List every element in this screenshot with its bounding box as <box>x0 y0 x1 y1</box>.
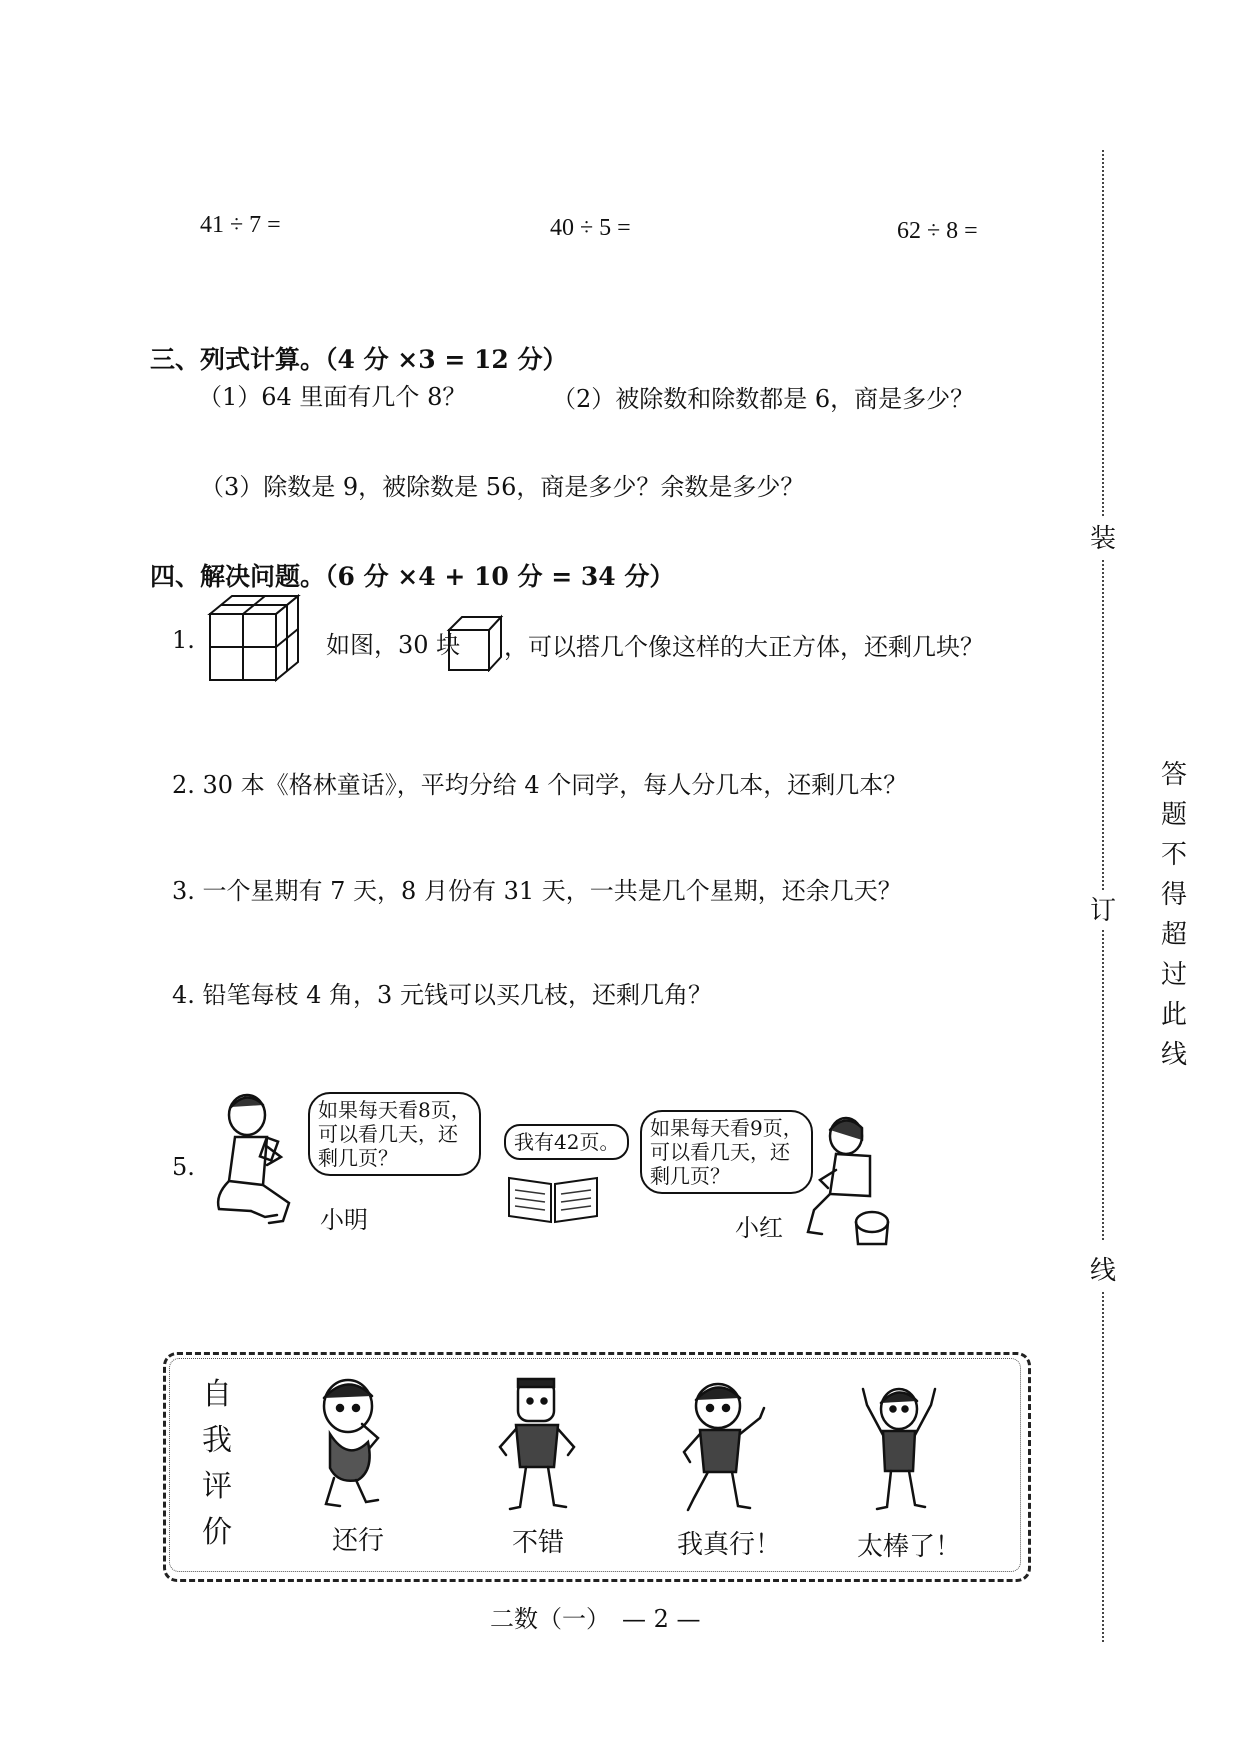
binding-mark-ding: 订 <box>1088 890 1118 927</box>
self-eval-label-char-1: 自 <box>202 1377 232 1412</box>
kid-cheering-illustration <box>855 1375 945 1515</box>
answer-boundary-warning: 答题不得超过此线 <box>1160 760 1187 1070</box>
section3-question-3: （3）除数是 9，被除数是 56，商是多少？余数是多少？ <box>200 473 805 501</box>
section4-heading: 四、解决问题。（6 分 ×4 + 10 分 = 34 分） <box>150 562 675 591</box>
bubble-xiaohong-line-2: 可以看几天，还 <box>650 1140 790 1164</box>
book-icon <box>505 1168 601 1226</box>
rating-good: 不错 <box>512 1528 565 1558</box>
binding-line-mid-1 <box>1102 560 1104 890</box>
xiaoming-reading-illustration <box>205 1085 315 1235</box>
problem-2: 2. 30 本《格林童话》，平均分给 4 个同学，每人分几本，还剩几本？ <box>172 771 908 799</box>
binding-mark-xian: 线 <box>1088 1250 1118 1287</box>
division-expr-1: 41 ÷ 7 = <box>200 212 281 238</box>
bubble-xiaohong <box>640 1110 813 1194</box>
bubble-xiaoming-line-1: 如果每天看8页， <box>318 1098 471 1122</box>
bubble-xiaoming-line-2: 可以看几天，还 <box>318 1122 458 1146</box>
rating-excellent: 太棒了！ <box>857 1532 962 1562</box>
bubble-xiaoming-line-3: 剩几页？ <box>318 1146 398 1170</box>
kid-standing-illustration <box>492 1375 582 1515</box>
self-eval-label-char-3: 评 <box>202 1469 232 1504</box>
page-footer: 二数（一） — 2 — <box>490 1605 701 1633</box>
binding-mark-zhuang: 装 <box>1088 518 1118 555</box>
binding-line-bottom <box>1102 1292 1104 1642</box>
bubble-xiaohong-line-1: 如果每天看9页， <box>650 1116 803 1140</box>
section3-heading: 三、列式计算。（4 分 ×3 = 12 分） <box>150 345 568 374</box>
bubble-xiaoming <box>308 1092 481 1176</box>
problem-5-number: 5. <box>172 1153 195 1181</box>
bubble-xiaohong-line-3: 剩几页？ <box>650 1164 730 1188</box>
problem-3: 3. 一个星期有 7 天，8 月份有 31 天，一共是几个星期，还余几天？ <box>172 877 902 905</box>
problem-1-text-b: ，可以搭几个像这样的大正方体，还剩几块？ <box>504 633 984 661</box>
problem-1-number: 1. <box>172 626 195 654</box>
problem-4: 4. 铅笔每枝 4 角，3 元钱可以买几枝，还剩几角？ <box>172 981 712 1009</box>
bubble-book: 我有42页。 <box>504 1124 629 1160</box>
self-eval-label-char-2: 我 <box>202 1423 232 1458</box>
kid-waving-illustration <box>674 1378 770 1518</box>
division-expr-2: 40 ÷ 5 = <box>550 215 631 241</box>
rating-great: 我真行！ <box>677 1530 782 1560</box>
binding-line-top <box>1102 150 1104 520</box>
problem-1-text-a: 如图，30 块 <box>326 631 461 659</box>
cube-stack-figure <box>206 594 302 684</box>
xiaohong-reading-illustration <box>800 1110 900 1250</box>
binding-line-mid-2 <box>1102 930 1104 1240</box>
kid-thinking-illustration <box>308 1372 404 1512</box>
name-xiaoming: 小明 <box>320 1206 368 1234</box>
self-eval-label-char-4: 价 <box>202 1515 232 1550</box>
section3-question-2: （2）被除数和除数都是 6，商是多少？ <box>552 385 975 413</box>
self-eval-label <box>200 1372 234 1556</box>
rating-ok: 还行 <box>332 1526 385 1556</box>
section3-question-1: （1）64 里面有几个 8？ <box>198 383 467 411</box>
small-cube-figure <box>446 614 504 672</box>
name-xiaohong: 小红 <box>735 1214 783 1242</box>
division-expr-3: 62 ÷ 8 = <box>897 218 978 244</box>
